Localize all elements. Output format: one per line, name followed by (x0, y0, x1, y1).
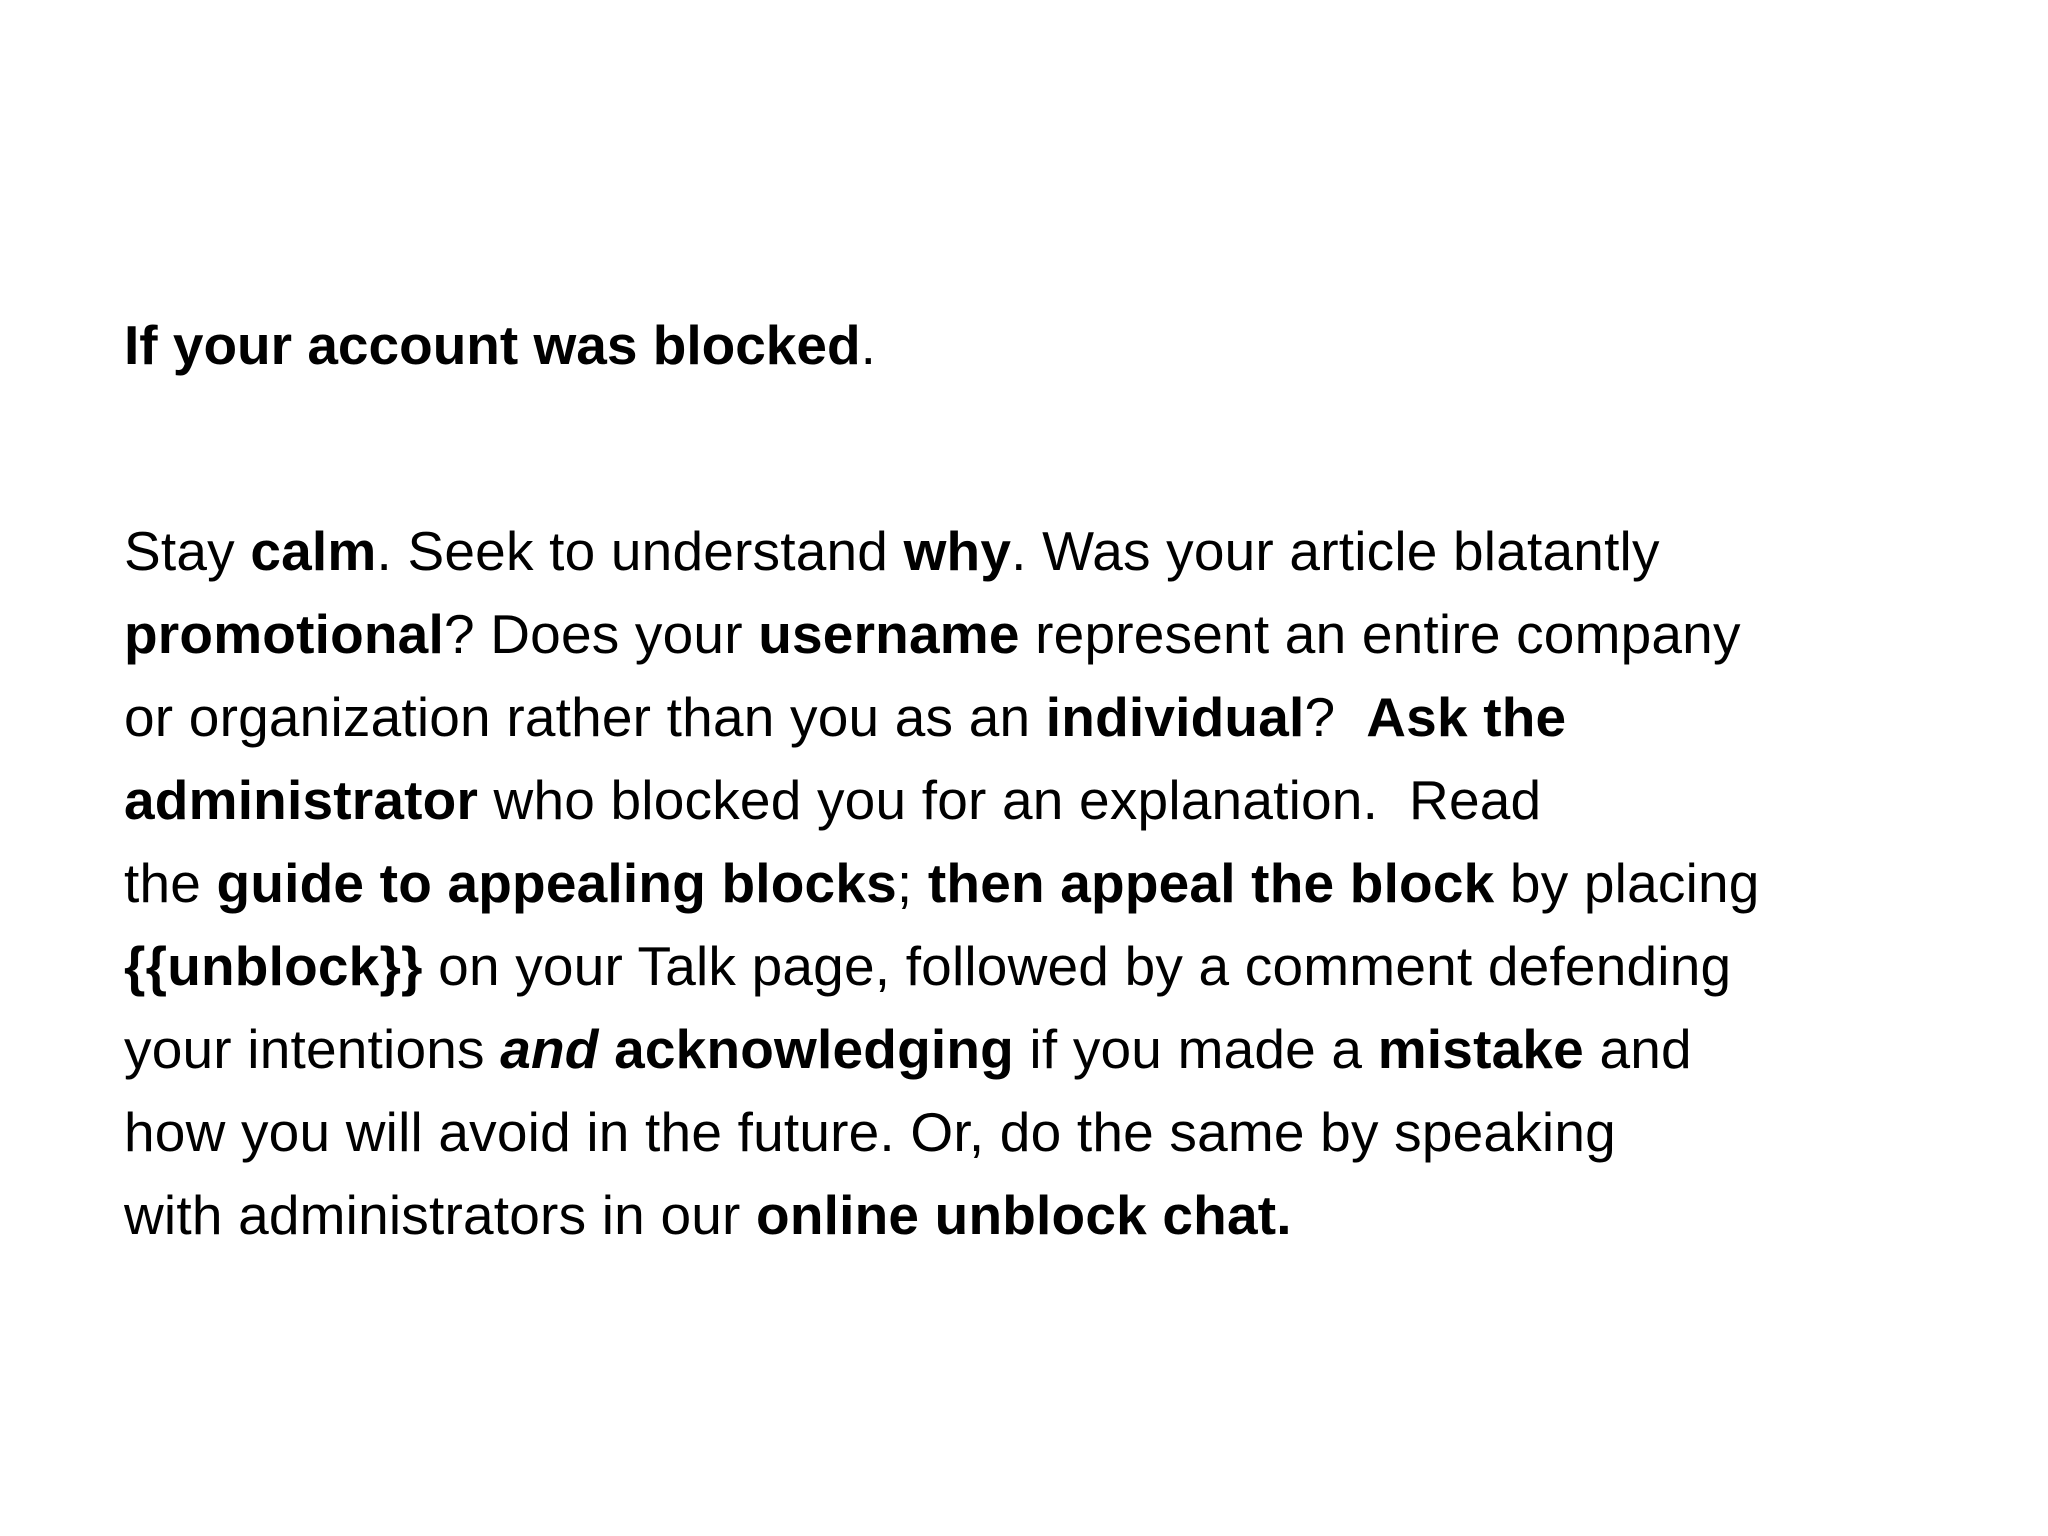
paragraph-line (124, 1091, 1760, 1174)
plain-text: . Was your article blatantly (1011, 520, 1660, 582)
plain-text: your intentions (124, 1018, 501, 1080)
plain-text: ? Does your (443, 603, 759, 665)
bold-text: username (758, 603, 1020, 665)
bold-text: individual (1045, 686, 1305, 748)
bold-text: administrator (124, 769, 479, 831)
bold-text: Ask the (1366, 686, 1567, 748)
plain-text: with administrators in our (124, 1184, 757, 1246)
plain-text: or organization rather than you as an (124, 686, 1046, 748)
plain-text: on your Talk page, followed by a comment defending (422, 935, 1732, 997)
plain-text: if you made a (1013, 1018, 1378, 1080)
plain-text: how you will avoid in the future. Or, do the same by speaking (124, 1101, 1616, 1163)
plain-text: and (1583, 1018, 1692, 1080)
paragraph-line (124, 842, 1760, 925)
plain-text (599, 1018, 614, 1080)
bold-text: promotional (124, 603, 444, 665)
bold-text: acknowledging (614, 1018, 1014, 1080)
bold-text: calm (250, 520, 377, 582)
body-paragraph (124, 510, 1760, 1257)
paragraph-line (124, 676, 1760, 759)
paragraph-line (124, 759, 1760, 842)
plain-text: . Seek to understand (376, 520, 904, 582)
bold-text: online unblock chat. (756, 1184, 1292, 1246)
paragraph-line (124, 925, 1760, 1008)
bold-text: guide to appealing blocks (216, 852, 897, 914)
paragraph-line (124, 1008, 1760, 1091)
plain-text: who blocked you for an explanation. Read (478, 769, 1542, 831)
plain-text: Stay (124, 520, 251, 582)
bold-text: mistake (1377, 1018, 1584, 1080)
paragraph-line (124, 510, 1760, 593)
bold-text: then appeal the block (927, 852, 1495, 914)
bold-text: why (903, 520, 1012, 582)
plain-text: the (124, 852, 217, 914)
plain-text: ; (896, 852, 928, 914)
emphasis-wrapper (500, 1018, 598, 1080)
heading-period: . (860, 314, 876, 376)
plain-text: ? (1304, 686, 1367, 748)
paragraph-line (124, 1174, 1760, 1257)
bold-text: {{unblock}} (124, 935, 423, 997)
slide-heading (124, 312, 876, 378)
paragraph-line (124, 593, 1760, 676)
bold-italic-text: and (500, 1018, 599, 1080)
plain-text: represent an entire company (1019, 603, 1741, 665)
plain-text: by placing (1494, 852, 1760, 914)
heading-bold-text: If your account was blocked (124, 314, 861, 376)
